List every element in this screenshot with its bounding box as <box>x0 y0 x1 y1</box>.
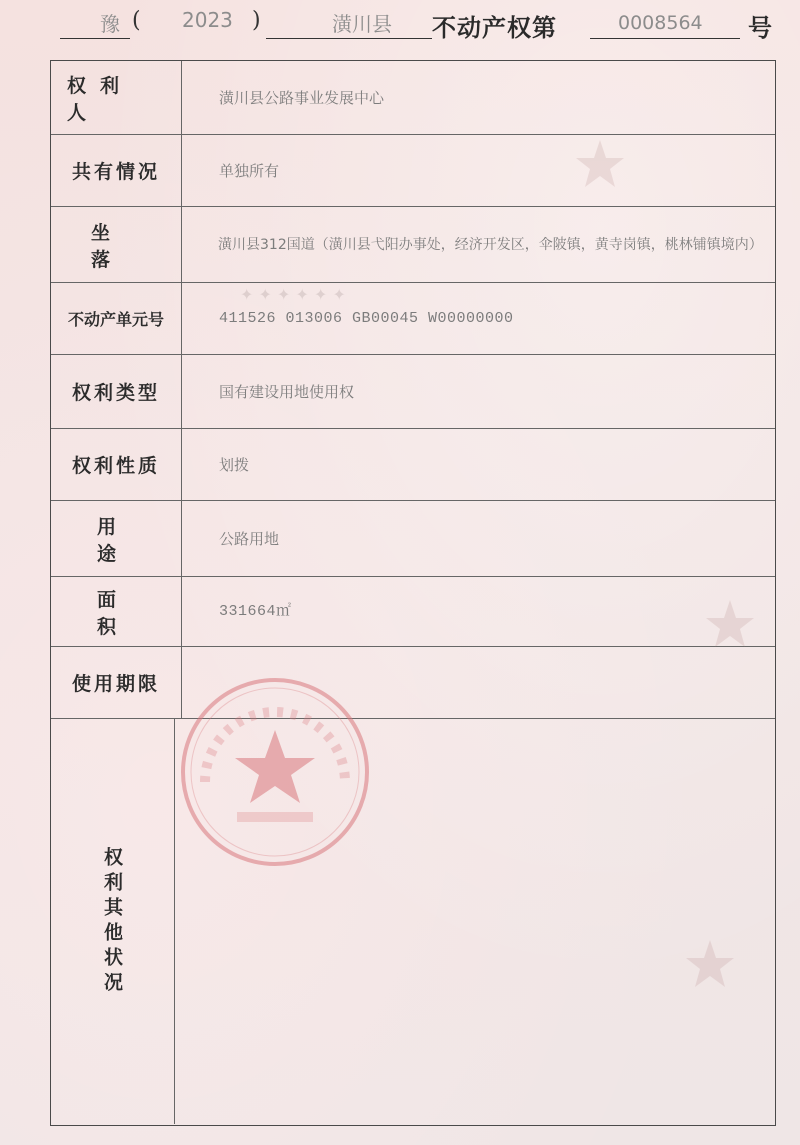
label-other-status: 权利其他状况 <box>101 846 123 997</box>
label-other-status-cell <box>51 719 175 1124</box>
county-underline <box>266 38 432 39</box>
bg-star-icon <box>576 140 624 187</box>
value-area: 331664㎡ <box>219 602 292 620</box>
province-field: 豫 <box>100 12 120 36</box>
certificate-number: 0008564 <box>618 12 703 34</box>
value-right-nature: 划拨 <box>219 455 250 474</box>
label-usage: 用途 <box>51 501 182 576</box>
value-co-ownership: 单独所有 <box>219 161 280 180</box>
label-text: 权利人 <box>67 74 134 124</box>
value-unit-number: 411526 013006 GB00045 W00000000 <box>219 309 514 327</box>
bg-star-icon <box>686 940 734 987</box>
value-usage: 公路用地 <box>219 529 280 548</box>
label-right-nature: 权利性质 <box>51 429 182 500</box>
official-seal <box>175 672 375 872</box>
value-right-holder: 潢川县公路事业发展中心 <box>219 88 385 107</box>
number-underline <box>590 38 740 39</box>
label-unit-number: 不动产单元号 <box>51 283 182 354</box>
label-co-ownership: 共有情况 <box>51 135 182 206</box>
label-term: 使用期限 <box>51 647 182 718</box>
value-right-type: 国有建设用地使用权 <box>219 382 355 401</box>
bg-star-icon <box>706 600 754 647</box>
seal-star-icon <box>235 730 315 803</box>
certificate-header <box>0 0 800 50</box>
value-location: 潢川县312国道（潢川县弋阳办事处，经济开发区，伞陂镇，黄寺岗镇，桃林铺镇境内） <box>218 236 763 253</box>
close-paren: ) <box>252 8 261 33</box>
open-paren: ( <box>132 8 141 33</box>
label-right-type: 权利类型 <box>51 355 182 428</box>
label-right-holder <box>51 61 182 134</box>
certificate-suffix: 号 <box>748 13 773 42</box>
background-pattern: ✦ ✦ ✦ ✦ ✦ ✦ <box>240 285 346 304</box>
background-stars <box>560 120 780 1100</box>
certificate-prefix: 不动产权第 <box>432 13 557 42</box>
province-underline <box>60 38 130 39</box>
seal-bottom-band <box>237 812 313 822</box>
label-location: 坐落 <box>51 207 182 282</box>
county-field: 潢川县 <box>332 12 392 36</box>
year-field: 2023 <box>182 8 233 32</box>
label-area: 面积 <box>51 577 182 646</box>
